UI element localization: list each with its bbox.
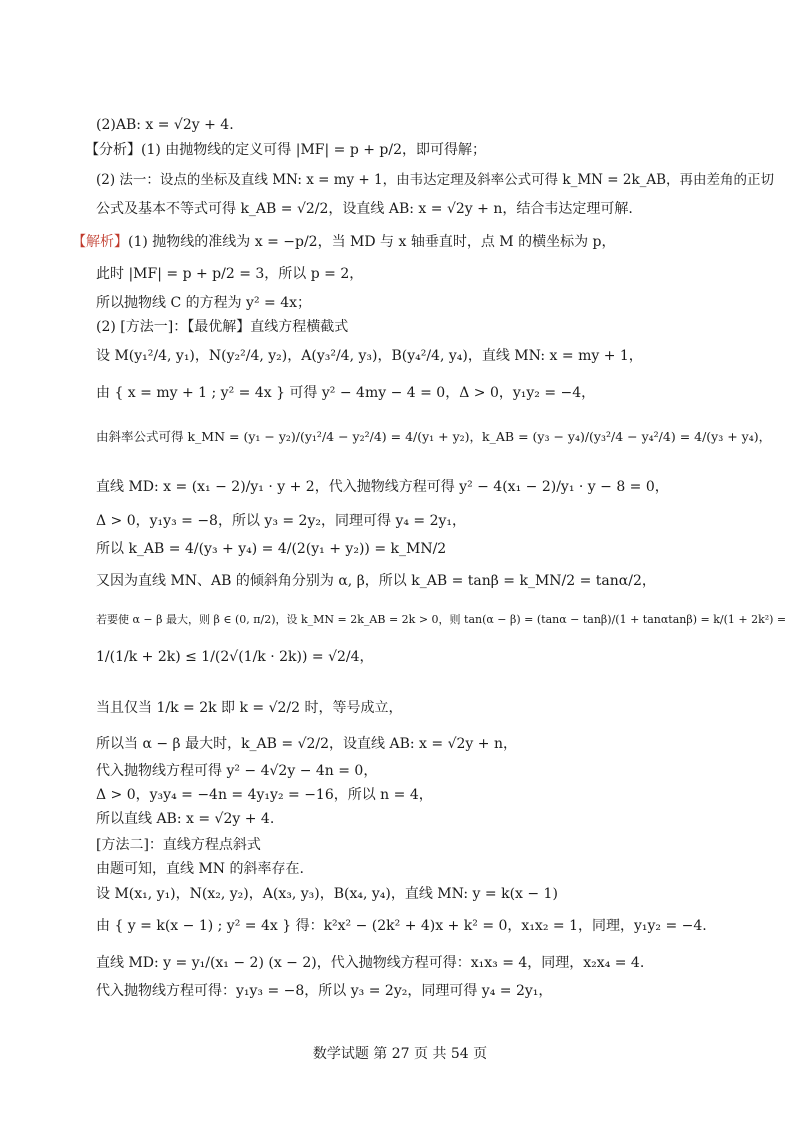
analysis-line: 【分析】(1) 由抛物线的定义可得 |MF| = p + p/2，即可得解； — [85, 142, 487, 158]
solution-line: 由 { y = k(x − 1) ; y² = 4x } 得：k²x² − (2k² + 4)x + k² = 0，x₁x₂ = 1，同理，y₁y₂ = −4. — [96, 918, 707, 934]
solution-line: 代入抛物线方程可得 y² − 4√2y − 4n = 0， — [96, 763, 378, 779]
page-footer: 数学试题 第 27 页 共 54 页 — [312, 1046, 488, 1062]
solution-line: 又因为直线 MN、AB 的倾斜角分别为 α, β，所以 k_AB = tanβ = k_MN/2 = tanα/2， — [96, 573, 656, 589]
solution-line: (2) [方法一]：【最优解】直线方程横截式 — [96, 319, 349, 335]
solution-line: 由题可知，直线 MN 的斜率存在. — [96, 861, 304, 877]
solution-tag: 【解析】 — [72, 234, 128, 250]
analysis-line: 公式及基本不等式可得 k_AB = √2/2，设直线 AB: x = √2y + n，结合韦达定理可解. — [96, 201, 633, 217]
solution-line: 直线 MD: x = (x₁ − 2)/y₁ · y + 2，代入抛物线方程可得 y² − 4(x₁ − 2)/y₁ · y − 8 = 0， — [96, 479, 669, 495]
solution-line: 此时 |MF| = p + p/2 = 3，所以 p = 2， — [96, 266, 364, 282]
solution-line: Δ > 0，y₁y₃ = −8，所以 y₃ = 2y₂，同理可得 y₄ = 2y₁， — [96, 513, 467, 529]
solution-line: 直线 MD: y = y₁/(x₁ − 2) (x − 2)，代入抛物线方程可得：x₁x₃ = 4，同理，x₂x₄ = 4. — [96, 955, 645, 971]
solution-line: 代入抛物线方程可得：y₁y₃ = −8，所以 y₃ = 2y₂，同理可得 y₄ = 2y₁， — [96, 983, 553, 999]
solution-line: 若要使 α − β 最大，则 β ∈ (0, π/2)，设 k_MN = 2k_AB = 2k > 0，则 tan(α − β) = (tanα − tanβ)/(1 + tanαtanβ) = k/(1 + 2k²) = — [96, 613, 787, 626]
solution-line: 当且仅当 1/k = 2k 即 k = √2/2 时，等号成立， — [96, 700, 403, 716]
solution-line: 所以当 α − β 最大时，k_AB = √2/2，设直线 AB: x = √2y + n， — [96, 736, 517, 752]
solution-line: 所以抛物线 C 的方程为 y² = 4x； — [96, 295, 312, 311]
solution-line: Δ > 0，y₃y₄ = −4n = 4y₁y₂ = −16，所以 n = 4， — [96, 787, 433, 803]
solution-line: 1/(1/k + 2k) ≤ 1/(2√(1/k · 2k)) = √2/4， — [96, 649, 374, 665]
analysis-line: (2) 法一：设点的坐标及直线 MN: x = my + 1，由韦达定理及斜率公式可得 k_MN = 2k_AB，再由差角的正切 — [96, 172, 775, 188]
answer-line: (2)AB: x = √2y + 4. — [96, 117, 234, 133]
solution-line: 由斜率公式可得 k_MN = (y₁ − y₂)/(y₁²/4 − y₂²/4) = 4/(y₁ + y₂)，k_AB = (y₃ − y₄)/(y₃²/4 − y₄²/4) = 4/(y₃ + y₄)， — [96, 429, 772, 444]
solution-line: 【解析】(1) 抛物线的准线为 x = −p/2，当 MD 与 x 轴垂直时，点 M 的横坐标为 p， — [72, 234, 616, 250]
solution-line: [方法二]：直线方程点斜式 — [96, 837, 261, 853]
solution-line: 设 M(y₁²/4, y₁)，N(y₂²/4, y₂)，A(y₃²/4, y₃)，B(y₄²/4, y₄)，直线 MN: x = my + 1， — [96, 348, 643, 364]
solution-line: 所以 k_AB = 4/(y₃ + y₄) = 4/(2(y₁ + y₂)) = k_MN/2 — [96, 541, 447, 557]
solution-line: 由 { x = my + 1 ; y² = 4x } 可得 y² − 4my − 4 = 0，Δ > 0，y₁y₂ = −4， — [96, 385, 596, 401]
solution-line: 设 M(x₁, y₁)，N(x₂, y₂)，A(x₃, y₃)，B(x₄, y₄)，直线 MN: y = k(x − 1) — [96, 886, 558, 902]
solution-line: 所以直线 AB: x = √2y + 4. — [96, 811, 275, 827]
